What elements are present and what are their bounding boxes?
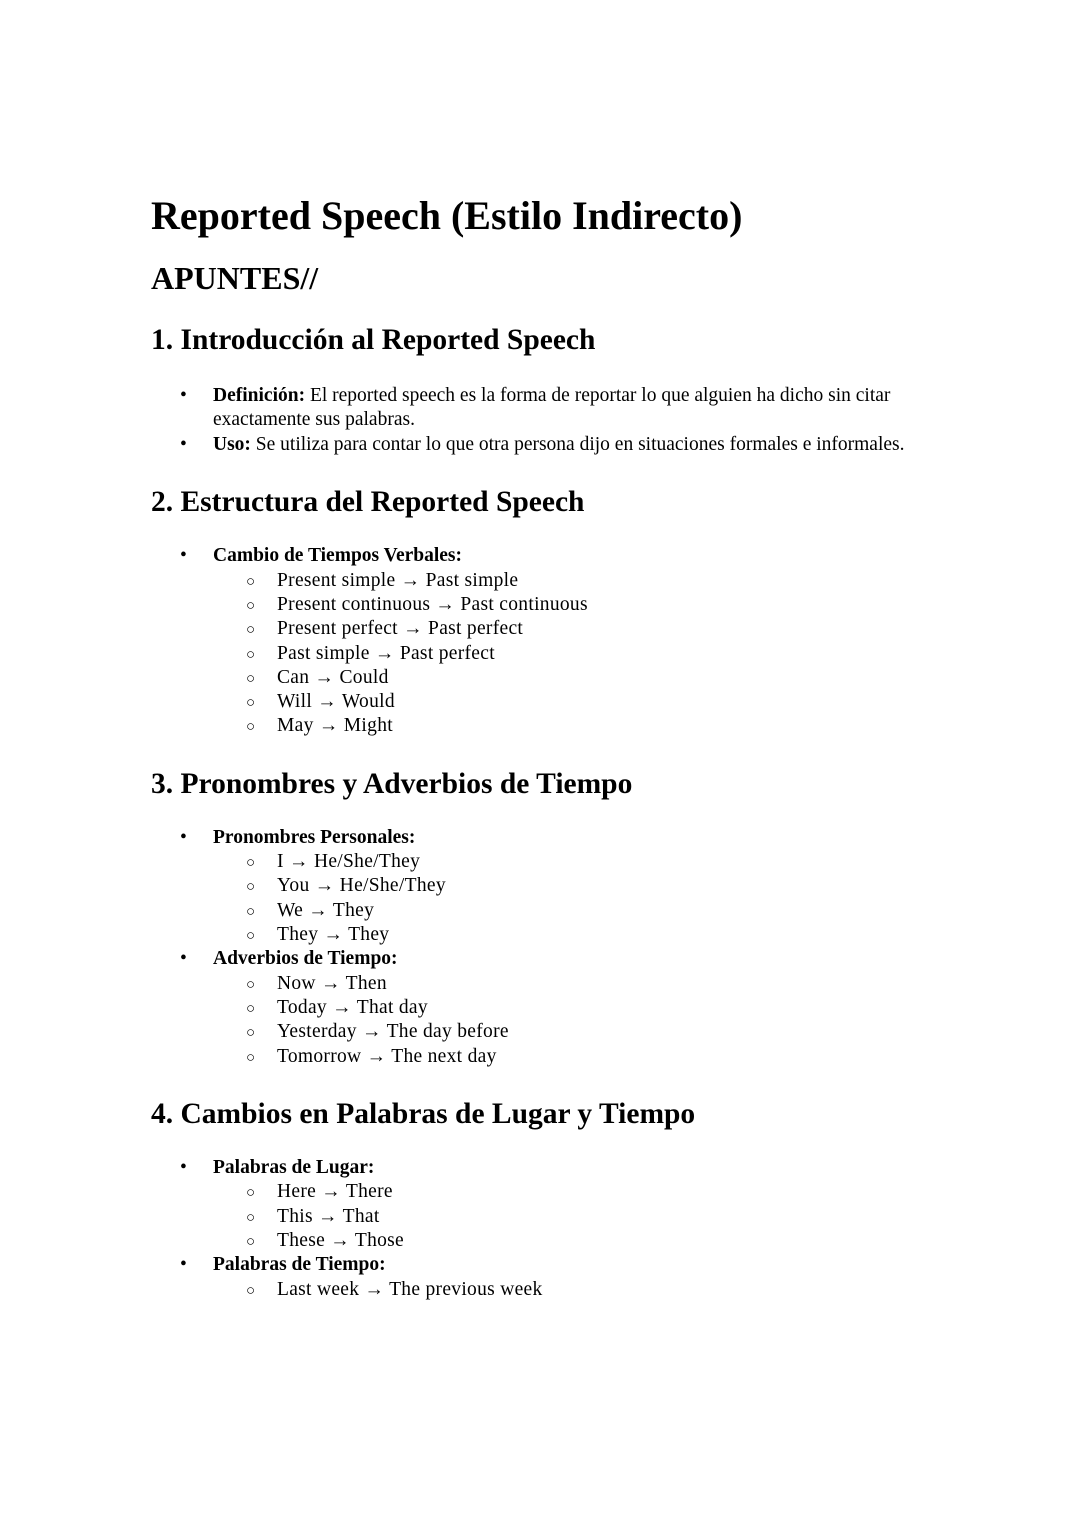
sub-list-item: ○ These → Those	[151, 1229, 931, 1253]
bullet-icon: •	[180, 545, 187, 567]
document-title: Reported Speech (Estilo Indirecto)	[151, 193, 743, 238]
circle-bullet-icon: ○	[246, 879, 256, 896]
bullet-icon: •	[180, 826, 187, 848]
circle-bullet-icon: ○	[246, 597, 256, 614]
circle-bullet-icon: ○	[246, 646, 256, 663]
list-item-uso	[151, 433, 931, 457]
sub-list-item: ○ Now → Then	[151, 972, 931, 996]
circle-bullet-icon: ○	[246, 1233, 256, 1250]
list-item-group	[151, 544, 931, 738]
section-heading: 2. Estructura del Reported Speech	[151, 486, 585, 519]
list-item-group	[151, 947, 931, 1069]
section-cambios	[151, 1096, 931, 1302]
group-label: Adverbios de Tiempo:	[213, 948, 398, 970]
item-label: Definición:	[213, 385, 306, 406]
sub-list-item: ○ Yesterday → The day before	[151, 1020, 931, 1044]
circle-bullet-icon: ○	[246, 1209, 256, 1226]
sub-list	[213, 850, 931, 947]
circle-bullet-icon: ○	[246, 928, 256, 944]
bullet-list	[151, 384, 931, 457]
circle-bullet-icon: ○	[246, 622, 256, 639]
circle-bullet-icon: ○	[246, 695, 256, 712]
circle-bullet-icon: ○	[246, 1049, 256, 1066]
bullet-icon: •	[180, 1156, 187, 1178]
circle-bullet-icon: ○	[246, 1282, 256, 1299]
bullet-icon: •	[180, 948, 187, 970]
item-text: Se utiliza para contar lo que otra persona dijo en situaciones formales e informales.	[250, 433, 905, 455]
sub-list-item: ○ Today → That day	[151, 996, 931, 1020]
bullet-icon: •	[180, 433, 187, 455]
sub-list-item: ○ They → They	[151, 923, 931, 947]
sub-list-item: ○ Last week → The previous week	[151, 1278, 931, 1302]
list-item-group	[151, 1253, 931, 1302]
sub-list-item: ○ I → He/She/They	[151, 850, 931, 874]
sub-list-item: ○ Present continuous → Past continuous	[151, 593, 931, 617]
sub-list	[213, 972, 931, 1069]
sub-list-item: ○ You → He/She/They	[151, 874, 931, 898]
item-label: Uso:	[213, 433, 251, 455]
circle-bullet-icon: ○	[246, 976, 256, 993]
sub-list-item: ○ This → That	[151, 1205, 931, 1229]
circle-bullet-icon: ○	[246, 1001, 256, 1017]
group-label: Palabras de Tiempo:	[213, 1254, 386, 1276]
bullet-icon: •	[180, 385, 187, 406]
sub-list-item: ○ Will → Would	[151, 690, 931, 714]
circle-bullet-icon: ○	[246, 1185, 256, 1202]
bullet-list	[151, 826, 931, 1069]
section-pronombres	[151, 766, 931, 1069]
sub-list-item: ○ Here → There	[151, 1180, 931, 1204]
circle-bullet-icon: ○	[246, 573, 256, 590]
sub-list-item: ○ Present perfect → Past perfect	[151, 617, 931, 641]
sub-list	[213, 1278, 931, 1302]
circle-bullet-icon: ○	[246, 903, 256, 920]
sub-list-item: ○ Tomorrow → The next day	[151, 1045, 931, 1069]
section-heading: 3. Pronombres y Adverbios de Tiempo	[151, 767, 633, 800]
sub-list-item: ○ We → They	[151, 899, 931, 923]
list-item-definicion	[151, 384, 931, 433]
sub-list-item: ○ Present simple → Past simple	[151, 569, 931, 593]
circle-bullet-icon: ○	[246, 1025, 256, 1042]
section-introduccion	[151, 322, 931, 457]
sub-list-item: ○ Past simple → Past perfect	[151, 642, 931, 666]
list-item-group	[151, 1156, 931, 1253]
group-label: Pronombres Personales:	[213, 826, 416, 848]
group-label: Palabras de Lugar:	[213, 1156, 375, 1178]
item-text: El reported speech es la forma de reportar lo que alguien ha dicho sin citar exactamente sus palabras.	[213, 385, 891, 431]
section-estructura	[151, 484, 931, 738]
section-heading: 1. Introducción al Reported Speech	[151, 324, 596, 356]
section-heading: 4. Cambios en Palabras de Lugar y Tiempo	[151, 1097, 696, 1130]
bullet-list	[151, 1156, 931, 1302]
circle-bullet-icon: ○	[246, 855, 256, 872]
sub-list	[213, 569, 931, 739]
circle-bullet-icon: ○	[246, 719, 256, 736]
sub-list-item: ○ Can → Could	[151, 666, 931, 690]
list-item-group	[151, 826, 931, 948]
document-page	[151, 192, 931, 1302]
sub-list	[213, 1180, 931, 1253]
circle-bullet-icon: ○	[246, 670, 256, 687]
bullet-icon: •	[180, 1254, 187, 1276]
sub-list-item: ○ May → Might	[151, 714, 931, 738]
bullet-list	[151, 544, 931, 738]
group-label: Cambio de Tiempos Verbales:	[213, 545, 463, 567]
document-subtitle: APUNTES//	[151, 260, 319, 296]
